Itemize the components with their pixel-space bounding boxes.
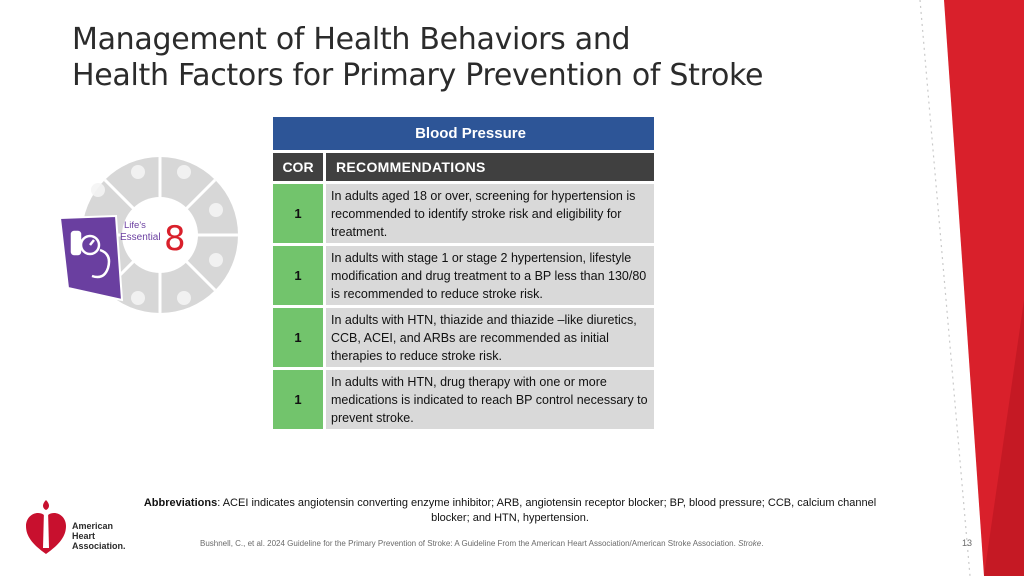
row-cor: 1 (273, 308, 323, 367)
abbreviations-note (140, 496, 880, 526)
title-line-1: Management of Health Behaviors and (72, 22, 631, 57)
abbreviations-text: : ACEI indicates angiotensin converting enzyme inhibitor; ARB, angiotensin receptor blocker; BP, blood pressure; CCB, calcium channel blocker; and HTN, hypertension. (217, 497, 877, 524)
wheel-label-lifes: Life's (124, 220, 146, 231)
abbreviations-label: Abbreviations (143, 497, 218, 509)
wheel-number: 8 (164, 219, 186, 259)
table-row (273, 184, 654, 243)
citation (200, 539, 763, 548)
wheel-label-essential: Essential (120, 232, 161, 243)
recommendations-table (273, 117, 654, 429)
row-recommendation: In adults aged 18 or over, screening for hypertension is recommended to identify stroke risk and eligibility for treatment. (326, 184, 654, 243)
table-row (273, 370, 654, 429)
citation-journal: Stroke (738, 539, 762, 548)
page-number: 13 (962, 538, 973, 548)
table-header: Blood Pressure (273, 117, 654, 150)
row-recommendation: In adults with HTN, thiazide and thiazide –like diuretics, CCB, ACEI, and ARBs are recommended as initial therapies to reduce stroke risk. (326, 308, 654, 367)
column-header-recommendations: RECOMMENDATIONS (326, 153, 654, 181)
logo-flame (43, 500, 49, 510)
table-row (273, 308, 654, 367)
logo-line-3: Association. (72, 541, 126, 551)
row-cor: 1 (273, 184, 323, 243)
row-recommendation: In adults with stage 1 or stage 2 hypertension, lifestyle modification and drug treatment to a BP less than 130/80 is recommended to reduce stroke risk. (326, 246, 654, 305)
slide-title (72, 22, 832, 94)
title-line-2: Health Factors for Primary Prevention of Stroke (72, 58, 764, 93)
table-column-headers (273, 153, 654, 181)
lifes-essential-8-wheel (58, 150, 248, 320)
logo-wordmark (72, 521, 126, 551)
row-cor: 1 (273, 246, 323, 305)
logo-torch (43, 510, 49, 548)
row-recommendation: In adults with HTN, drug therapy with one or more medications is indicated to reach BP control necessary to prevent stroke. (326, 370, 654, 429)
citation-text: Bushnell, C., et al. 2024 Guideline for the Primary Prevention of Stroke: A Guideline From the American Heart Association/American Stroke Association. (200, 539, 736, 548)
logo-line-2: Heart (72, 531, 96, 541)
column-header-cor: COR (273, 153, 323, 181)
citation-end: . (761, 539, 764, 548)
corner-decoration (914, 0, 1024, 576)
table-row (273, 246, 654, 305)
row-cor: 1 (273, 370, 323, 429)
blood-pressure-tile (60, 216, 122, 300)
logo-line-1: American (72, 521, 114, 531)
